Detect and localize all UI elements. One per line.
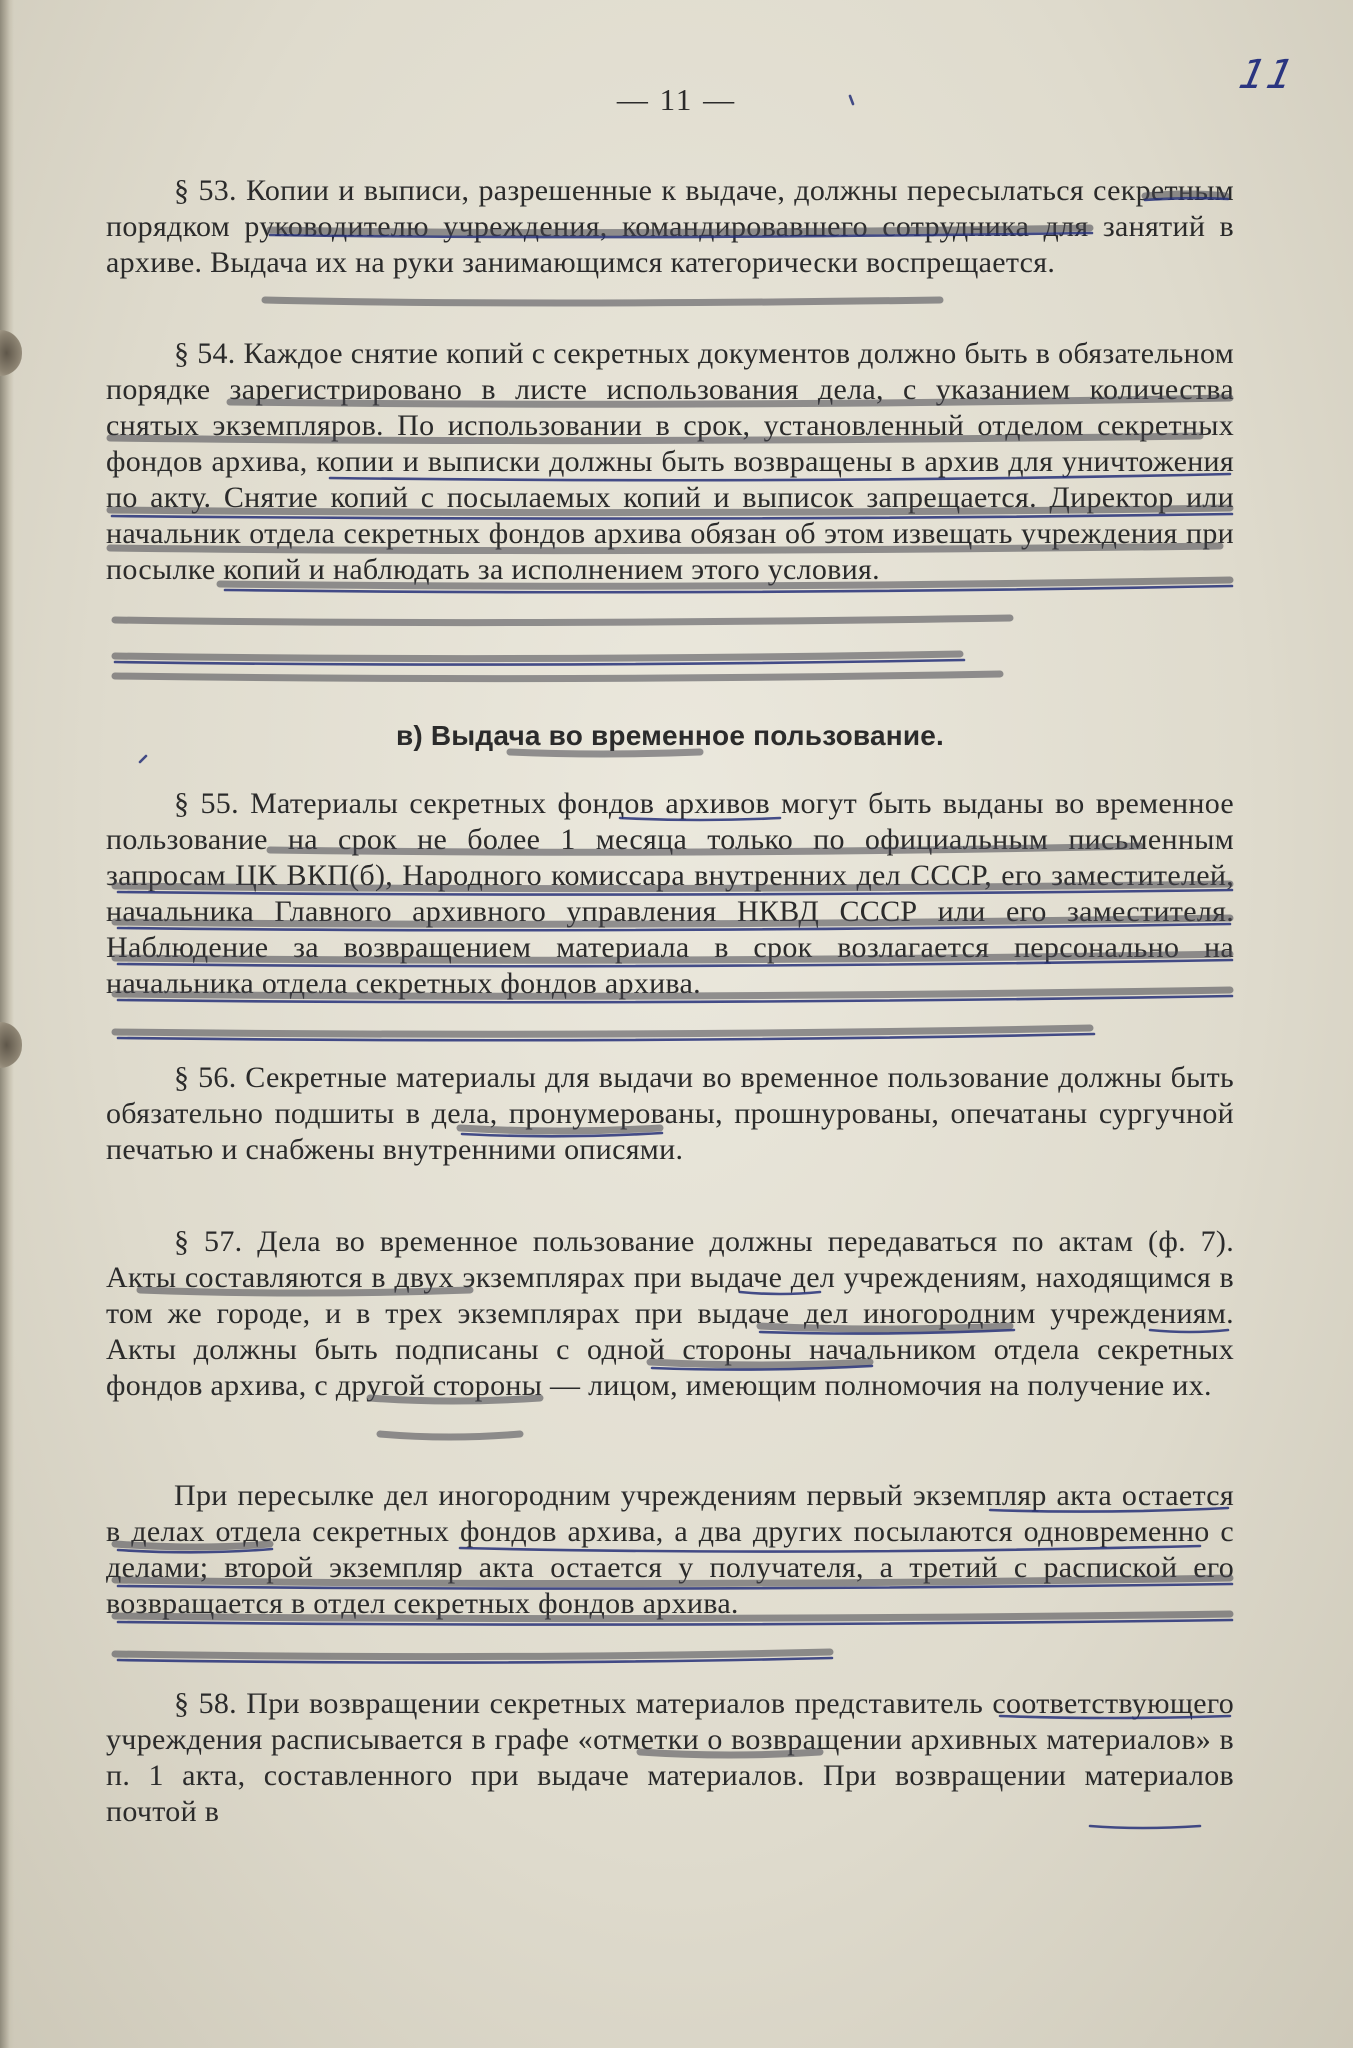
ink-underline — [118, 1034, 1094, 1040]
paragraph-53 — [106, 173, 1234, 281]
pencil-underline — [265, 300, 940, 303]
paragraph-text: § 56. Секретные материалы для выдачи во временное пользование должны быть обязательно подшиты в дела, пронумерованы, прошнурованы, опечатаны сургучной печатью и снабжены внутренними описями. — [106, 1061, 1234, 1166]
paragraph-text: § 57. Дела во временное пользование должны передаваться по актам (ф. 7). Акты составляются в двух экземплярах при выдаче дел учреждениям, находящимся в том же городе, и в трех экземплярах при выдаче дел иногородним учреждениям. Акты должны быть подписаны с одной стороны начальником отдела секретных фондов архива, с другой стороны — лицом, имеющим полномочия на получение их. — [106, 1225, 1234, 1402]
pencil-underline — [380, 1434, 520, 1437]
paragraph-58 — [106, 1686, 1234, 1830]
paragraph-text: § 58. При возвращении секретных материалов представитель соответствующего учреждения расписывается в графе «отметки о возвращении архивных материалов» в п. 1 акта, составленного при выдаче материалов. При возвращении материалов почтой в — [106, 1687, 1234, 1828]
pencil-underline — [115, 1652, 830, 1657]
ink-underline — [118, 1658, 832, 1663]
paragraph-57-continuation — [106, 1478, 1234, 1622]
pencil-underline — [115, 1028, 1090, 1034]
paragraph-57 — [106, 1224, 1234, 1404]
page-number: — 11 — — [616, 82, 737, 117]
paragraph-56 — [106, 1060, 1234, 1168]
pencil-underline — [115, 674, 1000, 679]
stray-ink-mark — [140, 756, 146, 762]
paragraph-text: § 55. Материалы секретных фондов архивов могут быть выданы во временное пользование на срок не более 1 месяца только по официальным письменным запросам ЦК ВКП(б), Народного комиссара внутренних дел СССР, его заместителей, начальника Главного архивного управления НКВД СССР или его заместителя. Наблюдение за возвращением материала в срок возлагается персонально на начальника отдела секретных фондов архива. — [106, 787, 1234, 1000]
folio-number: 11 — [1235, 52, 1300, 98]
pencil-underline — [115, 618, 1010, 623]
paragraph-55 — [106, 786, 1234, 1002]
binding-hole — [0, 1022, 22, 1068]
section-heading: в) Выдача во временное пользование. — [395, 720, 945, 751]
pencil-underline — [115, 654, 960, 659]
paragraph-54 — [106, 336, 1234, 588]
ink-underline — [115, 660, 964, 665]
paragraph-text: § 54. Каждое снятие копий с секретных документов должно быть в обязательном порядке зарегистрировано в листе использования дела, с указанием количества снятых экземпляров. По использовании в срок, установленный отделом секретных фондов архива, копии и выписки должны быть возвращены в архив для уничтожения по акту. Снятие копий с посылаемых копий и выписок запрещается. Директор или начальник отдела секретных фондов архива обязан об этом извещать учреждения при посылке копий и наблюдать за исполнением этого условия. — [106, 337, 1234, 586]
paragraph-text: При пересылке дел иногородним учреждениям первый экземпляр акта остается в делах отдела секретных фондов архива, а два других посылаются одновременно с делами; второй экземпляр акта остается у получателя, а третий с распиской его возвращается в отдел секретных фондов архива. — [106, 1479, 1234, 1620]
binding-hole — [0, 330, 22, 376]
pencil-underline — [510, 752, 700, 754]
paragraph-text: § 53. Копии и выписи, разрешенные к выдаче, должны пересылаться секретным порядком руководителю учреждения, командировавшего сотрудника для занятий в архиве. Выдача их на руки занимающимся категорически воспрещается. — [106, 174, 1234, 279]
